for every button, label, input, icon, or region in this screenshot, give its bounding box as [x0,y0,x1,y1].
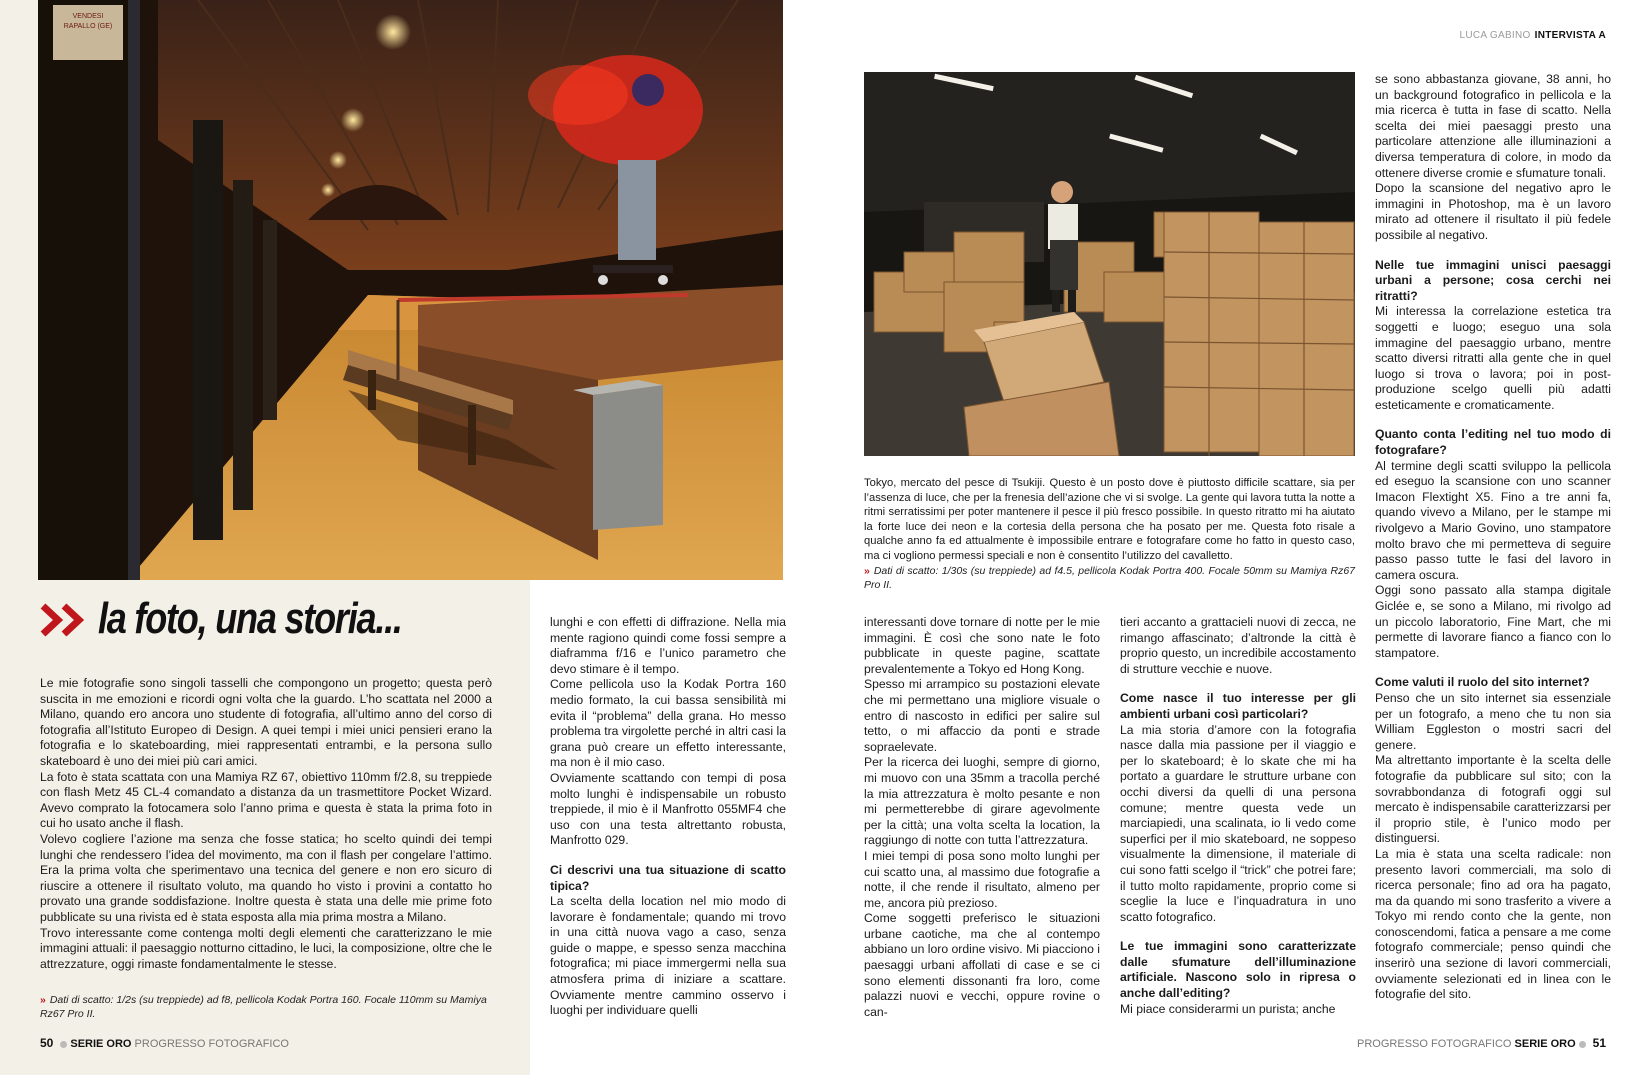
interview-question: Come nasce il tuo interesse per gli ambienti urbani così particolari? [1120,691,1356,721]
running-header [1460,30,1607,41]
interview-paragraph: Per la ricerca dei luoghi, sempre di giorno, mi muovo con una 35mm a tracolla perché la mia attrezzatura è molto pesante e non mi permetterebbe di girare agevolmente per la città; una volta scelta la location, la raggiungo di notte con tutta l’attrezzatura. [864,755,1100,848]
interview-paragraph: Ovviamente scattando con tempi di posa molto lunghi è indispensabile un robusto treppiede, il mio è il Manfrotto 055MF4 che uso con una testa altrettanto robusta, Manfrotto 029. [550,770,786,848]
intro-paragraph: Volevo cogliere l’azione ma senza che fosse statica; ho scelto quindi dei tempi lunghi che rendessero l’idea del movimento, ma con il flash per congelare l’attimo. Era la prima volta che sperimentavo una tecnica del genere e non ero sicuro di riuscire a ottenere il risultato voluto, ma quando ho visto i provini a contatto ho provato una grande soddisfazione. Inoltre questa è stata una delle mie prime foto pubblicate su una rivista ed è stata esposta alla mia prima mostra a Milano. [40,831,492,924]
credit-text: Dati di scatto: 1/2s (su treppiede) ad f8, pellicola Kodak Portra 160. Focale 110mm su Mamiya Rz67 Pro II. [40,994,487,1020]
interview-paragraph: Dopo la scansione del negativo apro le immagini in Photoshop, ma è un lavoro mirato ad ottenere il risultato il più fedele possibile al negativo. [1375,181,1611,242]
interview-paragraph: Come pellicola uso la Kodak Portra 160 medio formato, la cui bassa sensibilità mi evita il “problema” della grana. Ho messo problema tra virgolette perché in altri casi la grana può creare un effetto interessante, ma non è il mio caso. [550,677,786,770]
text-column-4 [1120,615,1356,1017]
series-name: SERIE ORO [1514,1038,1576,1050]
photo-caption [864,476,1355,592]
dot-icon [1579,1041,1586,1048]
photo-credit-right [864,564,1355,592]
interview-paragraph: se sono abbastanza giovane, 38 anni, ho un background fotografico in pellicola e la mia ricerca è tutta in fase di scatto. Nella scelta dei miei paesaggi presto una particolare attenzione alle illuminazioni a diversa temperatura di colore, in modo da ottenere diverse cromie e sfumature tonali. [1375,72,1611,180]
page-number: 51 [1592,1036,1606,1050]
interview-paragraph: interessanti dove tornare di notte per le mie immagini. È così che sono nate le foto pubblicate in queste pagine, scattate prevalentemente a Tokyo ed Hong Kong. [864,615,1100,676]
sign-text-2: RAPALLO (GE) [63,23,113,30]
intro-paragraph: Trovo interessante come contenga molti degli elementi che caratterizzano le mie immagini attuali: il paesaggio notturno cittadino, le luci, la composizione, oltre che le attrezzature, oggi rimaste fondamentalmente le stesse. [40,925,492,971]
interview-paragraph: tieri accanto a grattacieli nuovi di zecca, ne rimango affascinato; d’altronde la città è proprio questo, un incredibile accostamento di strutture vecchie e nuove. [1120,615,1356,676]
series-name: SERIE ORO [70,1038,132,1050]
interview-question: Come valuti il ruolo del sito internet? [1375,675,1590,690]
interview-paragraph: La mia è stata una scelta radicale: non presento lavori commerciali, ma solo di ricerca personale; fino ad ora ha pagato, ma da quando mi sono trasferito a vivere a Tokyo mi rendo conto che la gente, non conoscendomi, fatica a pensare a me come fotografo commerciale; penso quindi che inserirò una sezione di lavori commerciali, ovviamente selezionati ed in linea con le fotografie del sito. [1375,846,1611,1002]
magazine-name: PROGRESSO FOTOGRAFICO [134,1038,289,1050]
header-section: INTERVISTA A [1534,30,1606,41]
interview-question: Le tue immagini sono caratterizzate dalle sfumature dell’illuminazione artificiale. Nascono solo in ripresa o anche dall’editing? [1120,939,1356,1001]
interview-paragraph: lunghi e con effetti di diffrazione. Nella mia mente ragiono quindi come fossi sempre a diaframma f/16 e l’unico parametro che devo stimare è il tempo. [550,615,786,676]
double-chevron-icon [40,603,86,637]
chevron-icon: » [40,994,46,1006]
interview-paragraph: Al termine degli scatti sviluppo la pellicola ed eseguo la scansione con uno scanner Imacon Flextight X5. Fino a tre anni fa, quando vivevo a Milano, per le stampe mi rivolgevo a Mario Govino, uno stampatore molto bravo che mi permetteva di seguire passo passo tutte le fasi del lavoro in camera oscura. [1375,458,1611,582]
folio-right [1357,1036,1606,1050]
interview-paragraph: La mia storia d’amore con la fotografia nasce dalla mia passione per il viaggio e per lo skateboard; è lo skate che mi ha portato a guardare le strutture urbane con occhi diversi da quelli di una persona comune; mentre questa vede un marciapiedi, una scalinata, io li vedo come superfici per il mio skateboard, ne soppeso visualmente la dimensione, il materiale di cui sono fatti scelgo il “trick” che potrei fare; il tutto molto rapidamente, proprio come si sceglie la luce e l’inquadratura in uno scatto fotografico. [1120,722,1356,924]
magazine-name: PROGRESSO FOTOGRAFICO [1357,1038,1512,1050]
intro-paragraph: La foto è stata scattata con una Mamiya RZ 67, obiettivo 110mm f/2.8, su treppiede con flash Metz 45 CL-4 comandato a distanza da un trasmettitore Pocket Wizard. Avevo comprato la fotocamera solo l’anno prima e questa è stata la prima foto in cui ho usato anche il flash. [40,769,492,831]
credit-text: Dati di scatto: 1/30s (su treppiede) ad f4.5, pellicola Kodak Portra 400. Focale 50mm su Mamiya Rz67 Pro II. [864,564,1355,591]
interview-question: Nelle tue immagini unisci paesaggi urbani a persone; cosa cerchi nei ritratti? [1375,257,1611,303]
text-column-3 [864,615,1100,1020]
sign-text-1: VENDESI [72,13,104,20]
interview-paragraph: Mi interessa la correlazione estetica tra soggetti e luogo; eseguo una sola immagine del paesaggio urbano, mentre scatto diversi ritratti alla gente che in quel luogo si trova o lavora; poi in post-produzione scelgo quelli più adatti esteticamente e cromaticamente. [1375,304,1611,412]
interview-paragraph: Oggi sono passato alla stampa digitale Giclée e, se sono a Milano, mi rivolgo ad un piccolo laboratorio, Fine Mart, che mi permette di lavorare fianco a fianco con lo stampatore. [1375,583,1611,660]
story-headline: la foto, una storia... [98,594,402,643]
interview-paragraph: Ma altrettanto importante è la scelta delle fotografie da pubblicare sul sito; con la sovrabbondanza di fotografi oggi sul mercato è indispensabile caratterizzarsi per il proprio stile, è l’unico modo per distinguersi. [1375,753,1611,846]
intro-column [40,676,492,972]
interview-paragraph: Spesso mi arrampico su postazioni elevate che mi permettano una migliore visuale o entro di nascosto in edifici per salire sul tetto, o mi affaccio da ponti e strade sopraelevate. [864,677,1100,754]
interview-paragraph: I miei tempi di posa sono molto lunghi per cui scatto una, al massimo due fotografie a notte, il che rende il risultato, almeno per me, ancora più prezioso. [864,848,1100,910]
interview-paragraph: Mi piace considerarmi un purista; anche [1120,1001,1336,1016]
tsukiji-market-photo [864,72,1355,456]
chevron-icon: » [864,564,870,577]
text-column-5 [1375,72,1611,1003]
interview-paragraph: Penso che un sito internet sia essenziale per un fotografo, a meno che tu non sia William Eggleston o mostri sacri del genere. [1375,690,1611,752]
skateboard-photo [38,0,783,580]
intro-paragraph: Le mie fotografie sono singoli tasselli che compongono un progetto; questa però suscita in me emozioni e ricordi ogni volta che la guardo. L’ho scattata nel 2000 a Milano, quando ero ancora uno studente di fotografia, all’ultimo anno del corso di fotografia all’Istituto Europeo di Design. A quei tempi i miei unici pensieri erano la fotografia e lo skateboarding, miei rappresentati entrambi, e la persona sullo skateboard è uno dei miei più cari amici. [40,676,492,768]
header-author: LUCA GABINO [1459,30,1531,41]
interview-question: Quanto conta l’editing nel tuo modo di fotografare? [1375,427,1611,458]
interview-paragraph: La scelta della location nel mio modo di lavorare è fondamentale; quando mi trovo in una città nuova vago a caso, senza guide o mappe, e spesso senza macchina fotografica; mi piace immergermi nella sua atmosfera prima di iniziare a scattare. Ovviamente mentre cammino osservo i luoghi per individuare quelli [550,894,786,1018]
background-strip [0,0,38,580]
photo-credit-left [40,993,492,1021]
caption-text: Tokyo, mercato del pesce di Tsukiji. Questo è un posto dove è piuttosto difficile scattare, sia per l’assenza di luce, che per la frenesia dell’azione che vi si svolge. La gente qui lavora tutta la notte a ritmi serratissimi per poter mantenere il pesce il più fresco possibile. In questo ritratto mi ha aiutato la forte luce dei neon e la cortesia della persona che ha posato per me. Questa foto risale a qualche anno fa ed attualmente è impossibile entrare e fotografare come ho fatto in questo caso, ma ci vogliono permessi speciali e non è consentito l’utilizzo del cavalletto. [864,477,1355,562]
folio-left [40,1036,289,1050]
interview-question: Ci descrivi una tua situazione di scatto tipica? [550,862,786,893]
text-column-2 [550,615,786,1019]
interview-paragraph: Come soggetti preferisco le situazioni urbane caotiche, ma che al contempo abbiano un loro ordine visivo. Mi piacciono i paesaggi urbani affollati di case e se ci sono elementi dissonanti fra loro, come palazzi nuovi e vecchi, oppure rovine o can- [864,911,1100,1019]
page-number: 50 [40,1036,54,1050]
dot-icon [60,1041,67,1048]
